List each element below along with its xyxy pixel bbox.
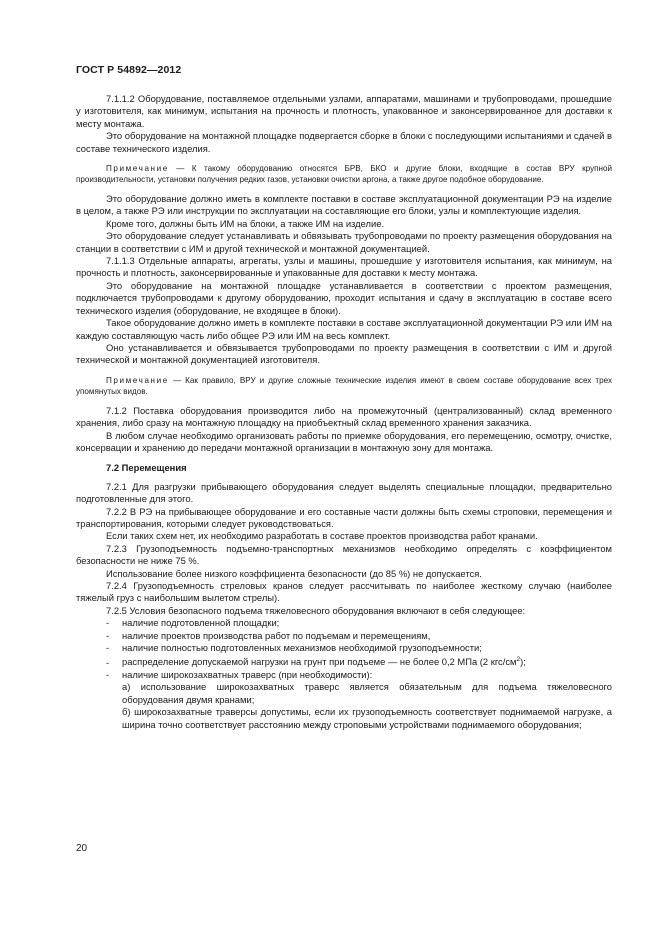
list-item-text: распределение допускаемой нагрузки на грунт при подъеме — не более 0,2 МПа (2 кгс/см [122,656,517,668]
section-title: 7.2 Перемещения [106,462,187,474]
list-item-text: наличие подготовленной площадки; [122,617,280,629]
list-dash: - [106,617,110,629]
list-item-text: наличие полностью подготовленных механизмов необходимой грузоподъемности; [122,642,482,654]
sub-item: б) широкозахватные траверсы допустимы, если их грузоподъемность соответствует поднимаемой нагрузке, а ширина точно соответствует расстоянию между строповыми устройствами поднимаемого оборудования; [122,706,612,730]
paragraph: Кроме того, должны быть ИМ на блоки, а также ИМ на изделие. [106,217,385,229]
list-dash: - [106,668,110,680]
paragraph: 7.2.5 Условия безопасного подъема тяжеловесного оборудования включают в себя следующее: [106,604,526,616]
paragraph: 7.2.4 Грузоподъемность стреловых кранов следует рассчитывать по наиболее жесткому случаю (наиболее тяжелый груз с наибольшим вылетом стрелы). [76,580,612,604]
list-dash: - [106,642,110,654]
note-text: — Как правило, ВРУ и другие сложные технические изделия имеют в своем составе оборудование всех трех упомянутых видов. [76,375,612,396]
paragraph: 7.2.1 Для разгрузки прибывающего оборудования следует выделять специальные площадки, предварительно подготовленные для этого. [76,480,612,505]
paragraph: 7.1.2 Поставка оборудования производится либо на промежуточный (централизованный) склад временного хранения, либо сразу на монтажную площадку на приобъектный склад временного хранения заказчика. [76,404,612,429]
paragraph: Использование более низкого коэффициента безопасности (до 85 %) не допускается. [106,567,482,579]
list-item [76,617,612,629]
note [76,375,612,397]
list-item [76,642,612,654]
note [76,163,612,185]
document-header: ГОСТ Р 54892—2012 [76,64,182,76]
list-item [76,654,612,669]
list-dash: - [106,629,110,641]
list-dash: - [106,656,110,668]
paragraph: Это оборудование на монтажной площадке подвергается сборке в блоки с последующими испытаниями и сдачей в составе технического изделия. [76,130,612,154]
paragraph: Такое оборудование должно иметь в комплекте поставки в составе эксплуатационной документации РЭ или ИМ на каждую составляющую часть либо общее РЭ или ИМ на весь комплект. [76,317,612,341]
paragraph: Оно устанавливается и обвязывается трубопроводами по проекту размещения в соответствии с ИМ и другой технической и монтажной документацией изготовителя. [76,341,612,366]
sub-item: а) использование широкозахватных траверс является обязательным для подъема тяжеловесного оборудования двумя кранами; [122,681,612,705]
list-item-text: наличие широкозахватных траверс (при необходимости): [122,668,373,680]
paragraph: Это оборудование на монтажной площадке устанавливается в соответствии с проектом размещения, подключается трубопроводами к другому оборудованию, проходит испытания и сдачу в эксплуатацию в составе всего технического изделия (оборудование, не входящее в блоки). [76,279,612,316]
paragraph: 7.1.1.2 Оборудование, поставляемое отдельными узлами, аппаратами, машинами и трубопроводами, прошедшие у изготовителя, как минимум, испытания на прочность и плотность, упакованное и законсервированное для доставки к месту монтажа. [76,93,612,129]
note-text: — К такому оборудованию относятся БРВ, БКО и другие блоки, входящие в состав ВРУ крупной производительности, установки получения редких газов, установки очистки аргона, а также другое подобное оборудование. [76,164,612,185]
note-label: Примечание [106,375,169,385]
paragraph: Если таких схем нет, их необходимо разработать в составе проектов производства работ кранами. [106,530,538,542]
list-item-text: наличие проектов производства работ по подъемам и перемещениям, [122,629,431,641]
paragraph: Это оборудование должно иметь в комплекте поставки в составе эксплуатационной документации РЭ на изделие в целом, а также РЭ или инструкции по эксплуатации на составляющие его блоки, узлы и комплектующие изделия. [76,193,612,217]
paragraph: В любом случае необходимо организовать работы по приемке оборудования, его перемещению, осмотру, очистке, консервации и хранению до передачи монтажной организации в монтажную зону для монтажа. [76,429,612,453]
document-body [76,93,612,731]
list-item [76,630,612,642]
paragraph: 7.1.1.3 Отдельные аппараты, агрегаты, узлы и машины, прошедшие у изготовителя испытания, как минимум, на прочность и плотность, законсервированные и упакованные для доставки к месту монтажа. [76,255,612,279]
paragraph: Это оборудование следует устанавливать и обвязывать трубопроводами по проекту размещения оборудования на станции в соответствии с ИМ и другой технической и монтажной документацией. [76,230,612,254]
paragraph: 7.2.3 Грузоподъемность подъемно-транспортных механизмов необходимо определять с коэффициентом безопасности не ниже 75 %. [76,542,612,567]
superscript: 2 [516,656,521,664]
list-item-text-end: ); [520,656,526,668]
note-label: Примечание [106,164,169,174]
list-item [76,669,612,681]
page-number: 20 [76,843,88,854]
paragraph: 7.2.2 В РЭ на прибывающее оборудование и его составные части должны быть схемы строповки, перемещения и транспортирования, которыми следует руководствоваться. [76,505,612,529]
